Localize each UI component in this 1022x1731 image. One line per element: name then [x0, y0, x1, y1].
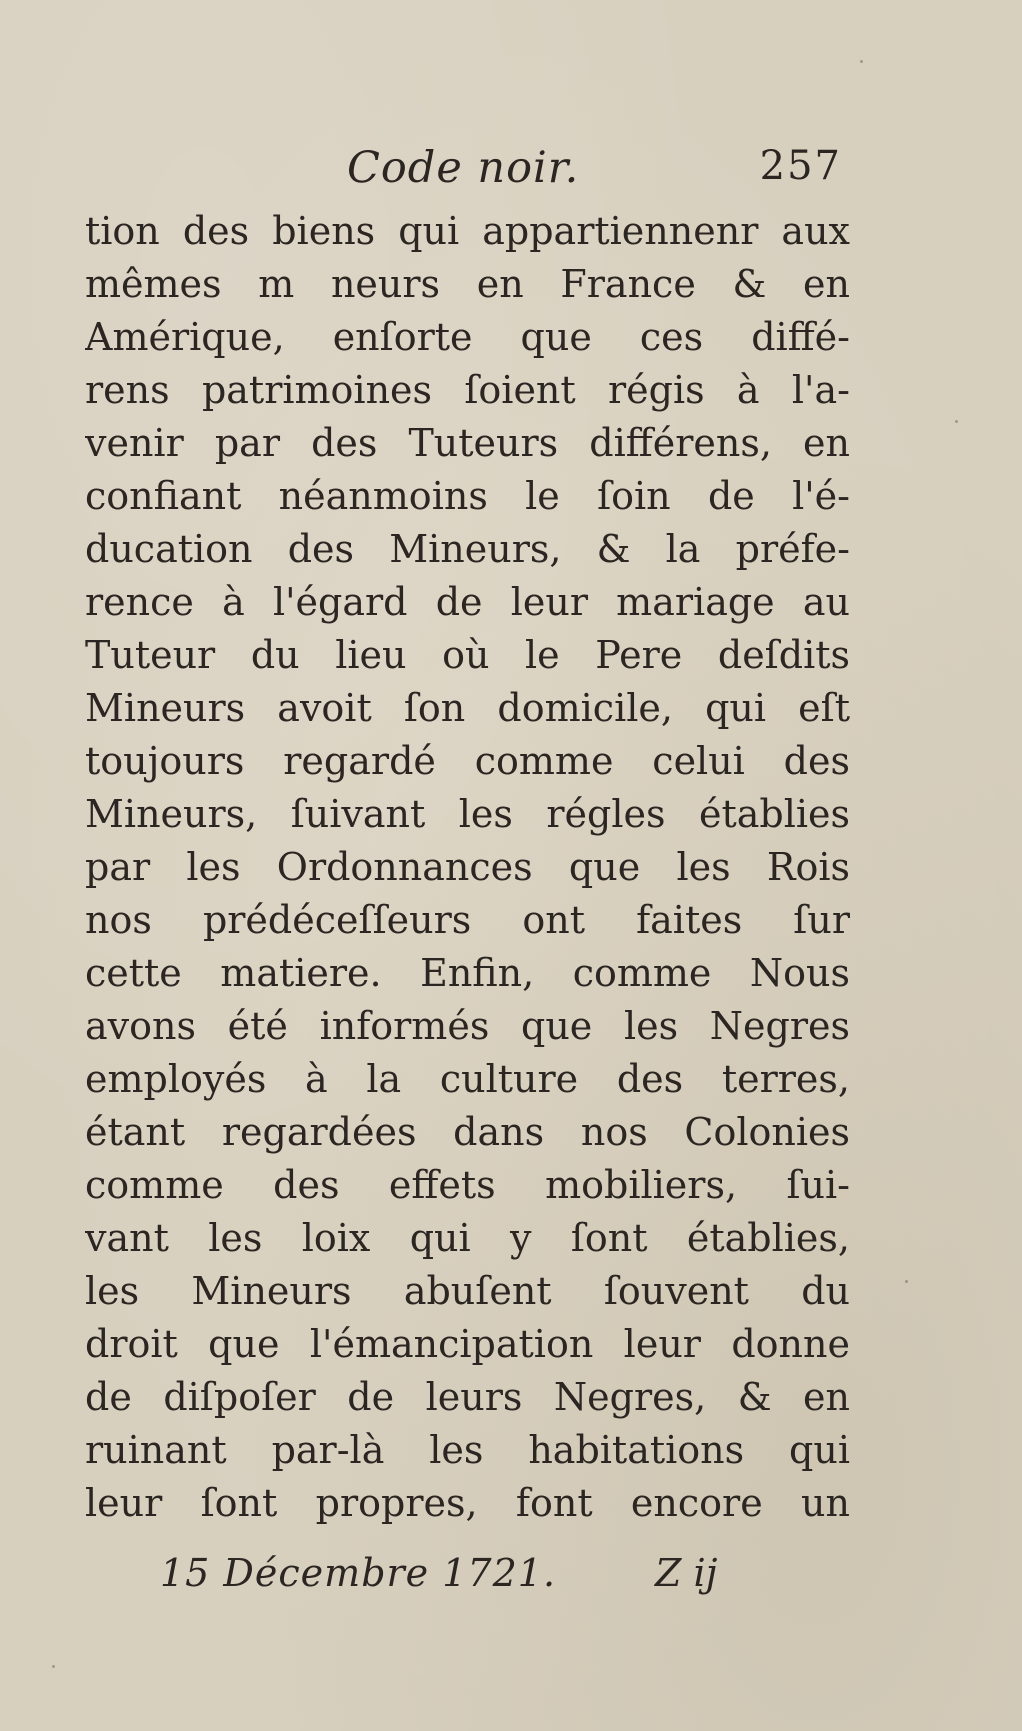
text-line: venir par des Tuteurs différens, en	[85, 421, 850, 465]
text-line: ducation des Mineurs, & la préfe-	[85, 527, 850, 571]
paper-speck	[905, 1280, 908, 1283]
text-line: cette matiere. Enfin, comme Nous	[85, 951, 850, 995]
text-line: employés à la culture des terres,	[85, 1057, 850, 1101]
signature-mark: Z ij	[655, 1551, 718, 1595]
text-line: tion des biens qui appartiennenr aux	[85, 209, 850, 253]
text-line: confiant néanmoins le ſoin de l'é-	[85, 474, 850, 518]
page-footer	[85, 1545, 850, 1605]
text-line: rens patrimoines ſoient régis à l'a-	[85, 368, 850, 412]
text-line: Tuteur du lieu où le Pere deſdits	[85, 633, 850, 677]
text-line: leur ſont propres, font encore un	[85, 1481, 850, 1525]
text-line: avons été informés que les Negres	[85, 1004, 850, 1048]
text-line: ruinant par-là les habitations qui	[85, 1428, 850, 1472]
running-title: Code noir.	[347, 143, 580, 193]
text-line: Mineurs, ſuivant les régles établies	[85, 792, 850, 836]
page-number: 257	[759, 143, 842, 189]
paper-speck	[955, 420, 958, 423]
text-line: Amérique, enſorte que ces diffé-	[85, 315, 850, 359]
text-line: les Mineurs abuſent ſouvent du	[85, 1269, 850, 1313]
text-line: toujours regardé comme celui des	[85, 739, 850, 783]
text-line: rence à l'égard de leur mariage au	[85, 580, 850, 624]
text-line: nos prédéceſſeurs ont faites ſur	[85, 898, 850, 942]
page-header	[85, 135, 850, 205]
text-line: droit que l'émancipation leur donne	[85, 1322, 850, 1366]
paper-speck	[52, 1665, 55, 1668]
body-text	[85, 205, 850, 1530]
text-line: mêmes m neurs en France & en	[85, 262, 850, 306]
text-line: étant regardées dans nos Colonies	[85, 1110, 850, 1154]
paper-speck	[860, 60, 863, 63]
text-line: comme des effets mobiliers, ſui-	[85, 1163, 850, 1207]
text-line: Mineurs avoit ſon domicile, qui eſt	[85, 686, 850, 730]
text-line: vant les loix qui y ſont établies,	[85, 1216, 850, 1260]
text-line: de diſpoſer de leurs Negres, & en	[85, 1375, 850, 1419]
footer-date: 15 Décembre 1721.	[160, 1551, 557, 1595]
text-line: par les Ordonnances que les Rois	[85, 845, 850, 889]
